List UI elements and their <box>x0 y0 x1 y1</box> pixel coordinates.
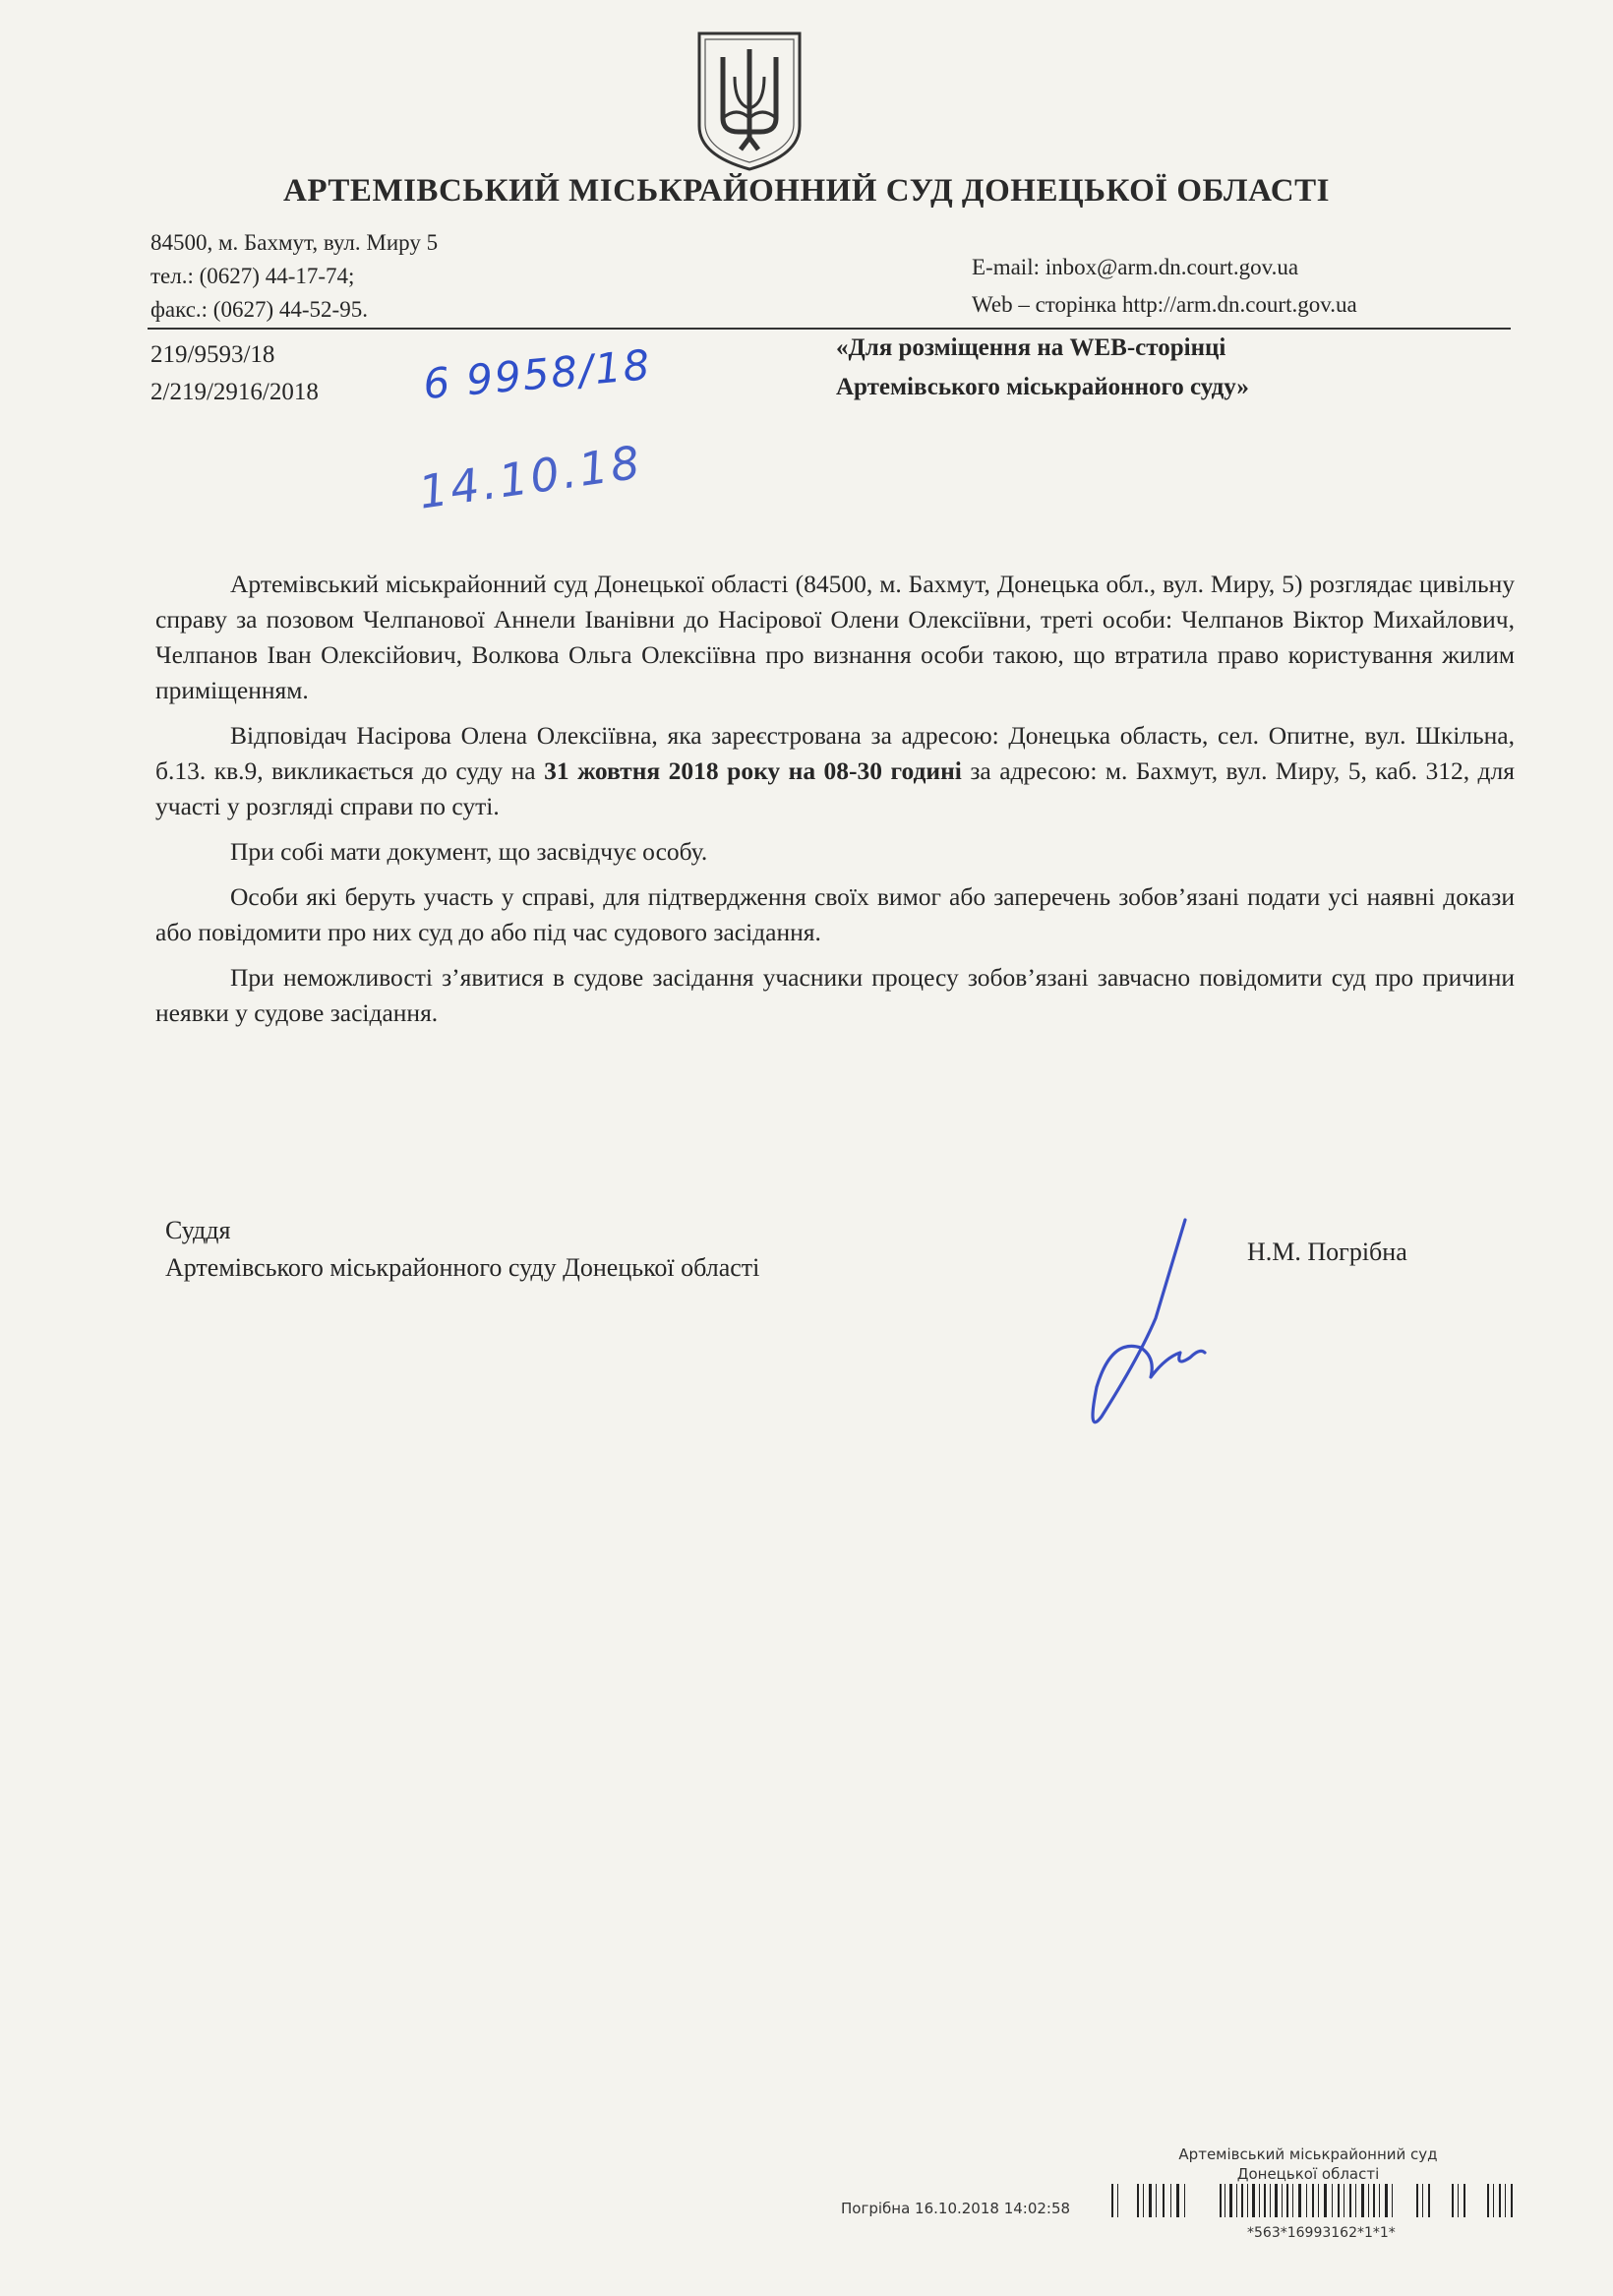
court-fax: факс.: (0627) 44-52-95. <box>150 297 368 322</box>
judge-title-line-1: Суддя <box>165 1216 231 1244</box>
header-divider <box>148 328 1511 330</box>
court-name: АРТЕМІВСЬКИЙ МІСЬКРАЙОННИЙ СУД ДОНЕЦЬКОЇ ОБЛАСТІ <box>283 173 1330 209</box>
coat-of-arms-icon <box>693 28 806 173</box>
barcode-icon <box>1111 2182 1574 2221</box>
paragraph-absence: При неможливості з’явитися в судове засідання учасники процесу зобов’язані завчасно повідомити суд про причини неявки у судове засідання. <box>155 963 1515 1027</box>
court-email: E-mail: inbox@arm.dn.court.gov.ua <box>972 255 1299 279</box>
contact-block-right <box>972 249 1357 324</box>
barcode-code: *563*16993162*1*1* <box>1247 2225 1396 2241</box>
publication-note-line-2: Артемівського міськрайонного суду» <box>836 374 1249 400</box>
hearing-datetime: 31 жовтня 2018 року на 08-30 годині <box>544 756 962 785</box>
proceeding-number: 2/219/2916/2018 <box>150 379 319 405</box>
case-number: 219/9593/18 <box>150 341 275 368</box>
case-references <box>150 336 319 411</box>
judge-title <box>165 1212 759 1287</box>
stamp-timestamp: Погрібна 16.10.2018 14:02:58 <box>841 2200 1071 2217</box>
stamp-line-1: Артемівський міськрайонний суд <box>1178 2145 1438 2163</box>
handwritten-date: 14.10.18 <box>415 435 646 519</box>
paragraph-evidence: Особи які беруть участь у справі, для підтвердження своїх вимог або заперечень зобов’язані подати усі наявні докази або повідомити про них суд до або під час судового засідання. <box>155 882 1515 946</box>
contact-block-left <box>150 226 438 327</box>
handwritten-signature-icon <box>1062 1210 1220 1426</box>
paragraph-id-document: При собі мати документ, що засвідчує особу. <box>230 837 708 866</box>
court-stamp-label <box>1111 2145 1505 2184</box>
stamp-line-2: Донецької області <box>1236 2165 1380 2183</box>
court-web: Web – сторінка http://arm.dn.court.gov.ua <box>972 292 1357 317</box>
summons-text-start: Відповідач Насірова Олена Олексіївна, яка зареєстрована за адресою: Донецька область, сел. Опитне, вул. Шкільна, б.13. кв.9, викликається до суду на <box>155 721 1515 785</box>
paragraph-summons <box>155 718 1515 824</box>
notice-body <box>155 567 1515 1041</box>
summons-text-end: за адресою: м. Бахмут, вул. Миру, 5, каб. 312, для участі у розгляді справи по суті. <box>155 756 1515 820</box>
publication-note-line-1: «Для розміщення на WEB-сторінці <box>836 334 1226 361</box>
handwritten-registration-number: 6 9958/18 <box>421 339 654 409</box>
paragraph-case: Артемівський міськрайонний суд Донецької області (84500, м. Бахмут, Донецька обл., вул. Миру, 5) розглядає цивільну справу за позовом Челпанової Аннели Іванівни до Насірової Олени Олексіївни, треті особи: Челпанов Віктор Михайлович, Челпанов Іван Олексійович, Волкова Ольга Олексіївна про визнання особи такою, що втратила право користування жилим приміщенням. <box>155 570 1515 704</box>
court-address: 84500, м. Бахмут, вул. Миру 5 <box>150 230 439 255</box>
publication-note <box>836 329 1249 407</box>
judge-name: Н.М. Погрібна <box>1247 1238 1407 1266</box>
judge-title-line-2: Артемівського міськрайонного суду Донецької області <box>165 1253 760 1282</box>
court-phone: тел.: (0627) 44-17-74; <box>150 264 355 288</box>
